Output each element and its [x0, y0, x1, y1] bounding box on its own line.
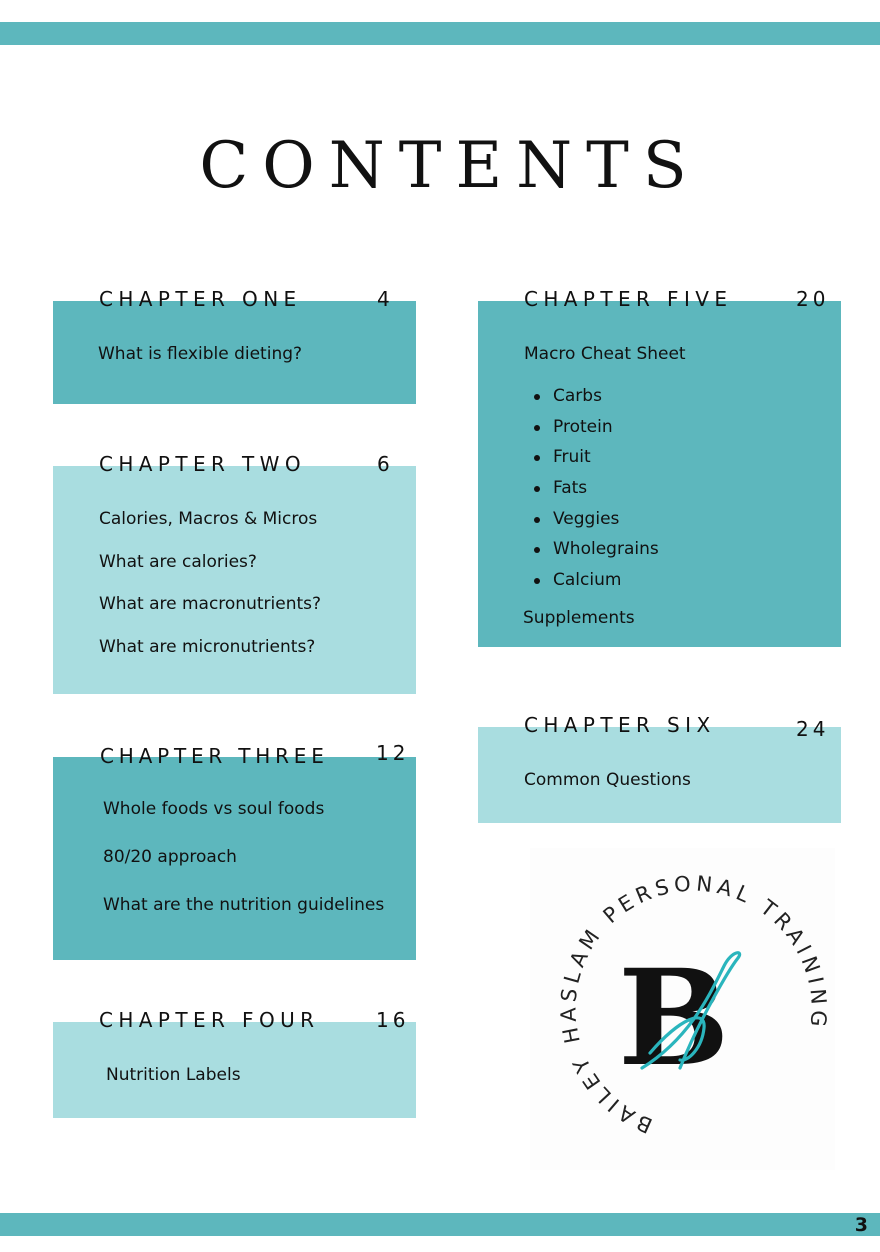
list-item: Protein: [524, 412, 659, 443]
list-item: Wholegrains: [524, 534, 659, 565]
chapter-three-item: Whole foods vs soul foods: [103, 799, 325, 819]
chapter-four-page-number: 16: [376, 1008, 410, 1032]
chapter-two-panel: [53, 466, 416, 694]
chapter-four-item: Nutrition Labels: [106, 1065, 241, 1085]
logo-letter: B: [618, 941, 730, 1096]
chapter-three-page-number: 12: [376, 741, 410, 765]
chapter-one-heading: CHAPTER ONE: [99, 287, 302, 311]
chapter-three-item: 80/20 approach: [103, 847, 237, 867]
chapter-three-heading: CHAPTER THREE: [100, 744, 329, 768]
chapter-six-heading: CHAPTER SIX: [524, 713, 716, 737]
chapter-two-heading: CHAPTER TWO: [99, 452, 306, 476]
chapter-one-item: What is flexible dieting?: [98, 344, 303, 364]
chapter-five-page-number: 20: [796, 287, 830, 311]
chapter-six-item: Common Questions: [524, 770, 691, 790]
brand-logo: [530, 848, 835, 1170]
chapter-two-item: Calories, Macros & Micros: [99, 509, 318, 529]
chapter-two-item: What are calories?: [99, 552, 257, 572]
list-item: Veggies: [524, 504, 659, 535]
chapter-two-page-number: 6: [377, 452, 394, 476]
list-item: Calcium: [524, 565, 659, 596]
bottom-accent-bar: [0, 1213, 880, 1236]
chapter-four-heading: CHAPTER FOUR: [99, 1008, 320, 1032]
chapter-six-page-number: 24: [796, 717, 830, 741]
logo-ring-text: BAILEY HASLAM PERSONAL TRAINING: [556, 871, 831, 1138]
chapter-two-item: What are micronutrients?: [99, 637, 316, 657]
chapter-five-bullet-list: [524, 381, 659, 596]
chapter-two-item: What are macronutrients?: [99, 594, 322, 614]
bh-monogram-logo-icon: [530, 848, 835, 1170]
list-item: Fruit: [524, 442, 659, 473]
page-number: 3: [854, 1214, 868, 1236]
top-accent-bar: [0, 22, 880, 45]
chapter-five-outro: Supplements: [523, 608, 635, 628]
chapter-five-heading: CHAPTER FIVE: [524, 287, 733, 311]
list-item: Fats: [524, 473, 659, 504]
chapter-five-intro: Macro Cheat Sheet: [524, 344, 686, 364]
chapter-one-page-number: 4: [377, 287, 394, 311]
list-item: Carbs: [524, 381, 659, 412]
page-title: CONTENTS: [199, 129, 701, 203]
chapter-three-item: What are the nutrition guidelines: [103, 895, 385, 915]
